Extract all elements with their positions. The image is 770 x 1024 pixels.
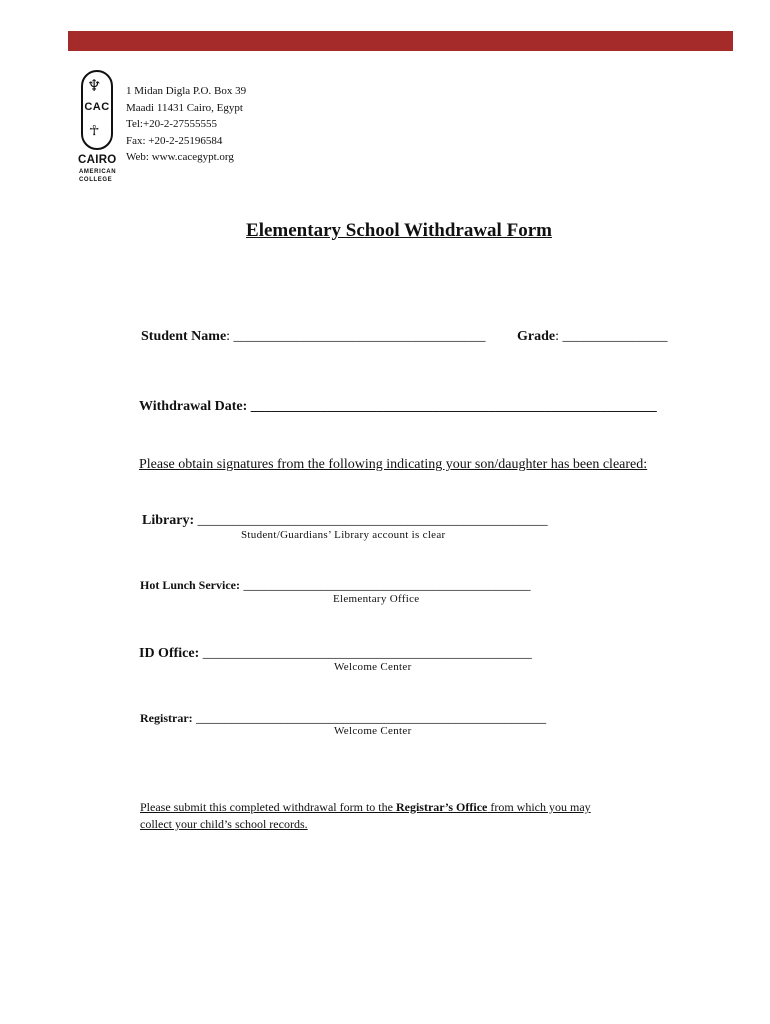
header-accent-bar	[68, 31, 733, 51]
logo-pharaoh-figure-icon: ♆	[87, 76, 102, 95]
address-fax: Fax: +20-2-25196584	[126, 134, 223, 147]
hot-lunch-caption: Elementary Office	[333, 593, 420, 605]
grade-row	[517, 327, 668, 345]
hot-lunch-row	[140, 576, 531, 594]
signature-instruction: Please obtain signatures from the following indicating your son/daughter has been cleared:	[139, 457, 648, 472]
closing-text-part-1: Please submit this completed withdrawal form to the	[140, 800, 396, 814]
closing-instruction-line-1	[140, 800, 591, 815]
id-office-label: ID Office:	[139, 646, 200, 661]
hot-lunch-signature-field[interactable]: _________________________________________	[240, 578, 531, 593]
registrar-caption: Welcome Center	[334, 725, 412, 737]
student-name-label: Student Name	[141, 329, 227, 344]
id-office-caption: Welcome Center	[334, 661, 412, 673]
student-name-row	[141, 327, 486, 345]
id-office-row	[139, 644, 532, 662]
closing-instruction-line-2: collect your child’s school records.	[140, 817, 308, 831]
address-line-1: 1 Midan Digla P.O. Box 39	[126, 85, 247, 97]
logo-cac-text: CAC	[84, 101, 110, 113]
withdrawal-date-label: Withdrawal Date:	[139, 399, 248, 414]
registrar-signature-field[interactable]: __________________________________________________	[192, 711, 547, 726]
library-row	[142, 511, 548, 529]
student-name-field[interactable]: : ____________________________________	[226, 329, 486, 344]
library-signature-field[interactable]: __________________________________________________	[194, 513, 548, 528]
hot-lunch-label: Hot Lunch Service:	[140, 578, 240, 592]
form-title: Elementary School Withdrawal Form	[246, 220, 552, 241]
address-telephone: Tel:+20-2-27555555	[126, 118, 217, 130]
logo-american-text: AMERICAN	[79, 169, 117, 175]
logo-ankh-icon: ☥	[89, 123, 100, 139]
logo-cairo-text: CAIRO	[78, 154, 117, 166]
library-label: Library:	[142, 513, 195, 528]
grade-field[interactable]: : _______________	[555, 329, 668, 344]
registrar-office-emphasis: Registrar’s Office	[395, 800, 488, 814]
address-website: Web: www.cacegypt.org	[126, 151, 234, 163]
closing-text-part-2: from which you may	[487, 800, 591, 814]
cairo-american-college-logo	[78, 68, 120, 198]
withdrawal-date-row	[139, 397, 657, 415]
address-line-2: Maadi 11431 Cairo, Egypt	[126, 101, 243, 114]
grade-label: Grade	[517, 329, 556, 344]
school-address-block	[126, 83, 366, 166]
id-office-signature-field[interactable]: _______________________________________________	[199, 646, 532, 661]
registrar-label: Registrar:	[140, 711, 193, 725]
withdrawal-date-field[interactable]: __________________________________________________________	[247, 399, 657, 414]
library-caption: Student/Guardians’ Library account is clear	[241, 529, 446, 541]
logo-college-text: COLLEGE	[79, 177, 113, 183]
